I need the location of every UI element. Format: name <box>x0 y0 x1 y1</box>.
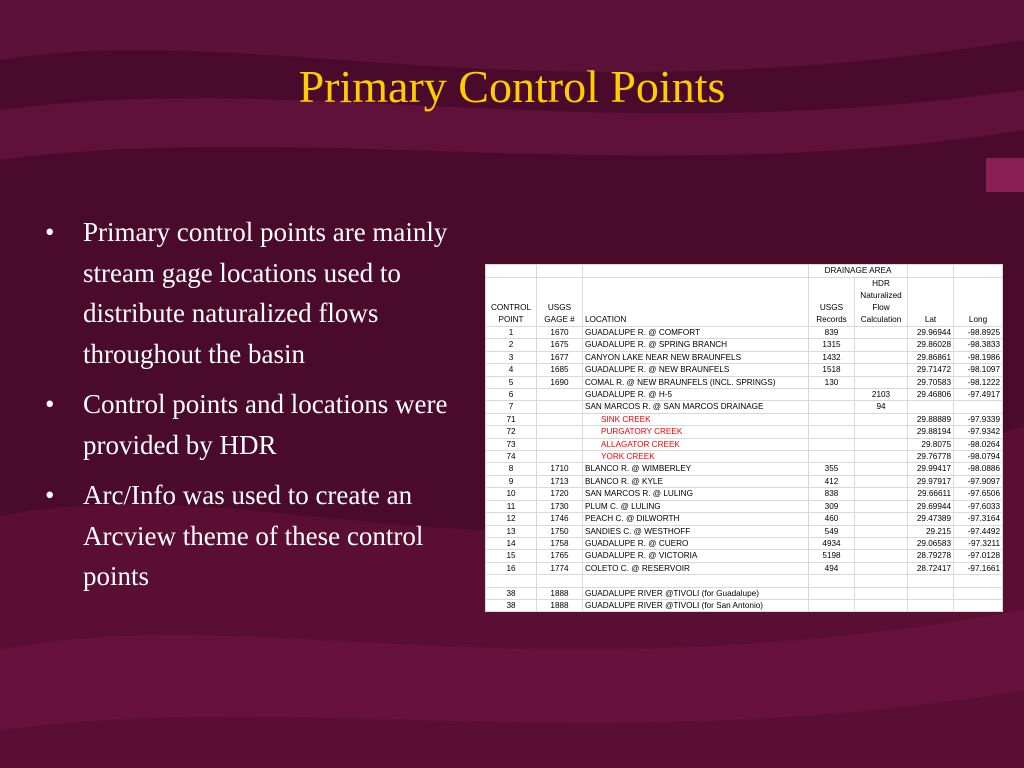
table-row <box>486 513 1003 525</box>
cell-control-point: 6 <box>486 389 537 401</box>
cell-lat: 29.47389 <box>908 513 954 525</box>
cell-usgs-records <box>809 599 855 611</box>
cell-control-point <box>486 575 537 587</box>
cell-usgs-gage: 1677 <box>537 351 583 363</box>
bullet-list <box>40 212 460 607</box>
cell-long: -97.9342 <box>954 426 1003 438</box>
cell-location: GUADALUPE R. @ COMFORT <box>583 327 809 339</box>
cell-usgs-records: 412 <box>809 475 855 487</box>
cell-location: COLETO C. @ RESERVOIR <box>583 562 809 574</box>
cell-hdr-flow <box>855 599 908 611</box>
cell-hdr-flow <box>855 525 908 537</box>
cell-long: -98.8925 <box>954 327 1003 339</box>
control-points-table-image <box>485 264 1002 612</box>
cell-usgs-records: 549 <box>809 525 855 537</box>
cell-long: -97.0128 <box>954 550 1003 562</box>
cell-hdr-flow <box>855 351 908 363</box>
cell-lat: 28.79278 <box>908 550 954 562</box>
cell-usgs-gage: 1720 <box>537 488 583 500</box>
cell-long: -97.6506 <box>954 488 1003 500</box>
cell-long: -97.3164 <box>954 513 1003 525</box>
cell-usgs-records: 4934 <box>809 537 855 549</box>
cell-usgs-records <box>809 401 855 413</box>
bullet-text: Control points and locations were provided by HDR <box>83 389 448 460</box>
cell-lat: 29.86028 <box>908 339 954 351</box>
cell-long <box>954 599 1003 611</box>
table-row <box>486 401 1003 413</box>
cell-usgs-records: 460 <box>809 513 855 525</box>
cell-usgs-records: 5198 <box>809 550 855 562</box>
cell-usgs-gage: 1746 <box>537 513 583 525</box>
cell-lat <box>908 587 954 599</box>
cell-usgs-gage <box>537 401 583 413</box>
cell-hdr-flow <box>855 376 908 388</box>
control-points-table <box>485 264 1003 612</box>
cell-long: -98.3833 <box>954 339 1003 351</box>
cell-lat: 29.70583 <box>908 376 954 388</box>
cell-usgs-gage <box>537 389 583 401</box>
cell-lat: 29.88889 <box>908 413 954 425</box>
cell-hdr-flow <box>855 513 908 525</box>
cell-location: BLANCO R. @ KYLE <box>583 475 809 487</box>
cell-hdr-flow <box>855 327 908 339</box>
cell-location: GUADALUPE R. @ H-5 <box>583 389 809 401</box>
bullet-marker: • <box>45 217 55 247</box>
cell-long: -98.1986 <box>954 351 1003 363</box>
table-row <box>486 438 1003 450</box>
cell-usgs-gage: 1713 <box>537 475 583 487</box>
cell-hdr-flow <box>855 475 908 487</box>
cell-location: COMAL R. @ NEW BRAUNFELS (INCL. SPRINGS) <box>583 376 809 388</box>
cell-location: BLANCO R. @ WIMBERLEY <box>583 463 809 475</box>
header-lat: Lat <box>908 278 954 327</box>
cell-location: SAN MARCOS R. @ SAN MARCOS DRAINAGE <box>583 401 809 413</box>
table-row <box>486 451 1003 463</box>
drainage-area-header: DRAINAGE AREA <box>809 265 908 278</box>
cell-control-point: 74 <box>486 451 537 463</box>
cell-usgs-gage: 1710 <box>537 463 583 475</box>
cell-usgs-records: 494 <box>809 562 855 574</box>
cell-usgs-records <box>809 438 855 450</box>
cell-control-point: 15 <box>486 550 537 562</box>
bullet-item <box>40 384 460 465</box>
cell-control-point: 4 <box>486 364 537 376</box>
table-row <box>486 413 1003 425</box>
cell-control-point: 71 <box>486 413 537 425</box>
bullet-text: Arc/Info was used to create an Arcview theme of these control points <box>83 480 424 591</box>
table-row <box>486 575 1003 587</box>
table-row <box>486 587 1003 599</box>
cell-hdr-flow <box>855 364 908 376</box>
cell-long: -98.1222 <box>954 376 1003 388</box>
cell-lat <box>908 599 954 611</box>
cell-usgs-gage <box>537 413 583 425</box>
bullet-marker: • <box>45 480 55 510</box>
cell-control-point: 73 <box>486 438 537 450</box>
cell-long: -97.9339 <box>954 413 1003 425</box>
bullet-marker: • <box>45 389 55 419</box>
cell-usgs-gage: 1690 <box>537 376 583 388</box>
cell-usgs-records: 130 <box>809 376 855 388</box>
cell-control-point: 38 <box>486 599 537 611</box>
cell-control-point: 9 <box>486 475 537 487</box>
cell-hdr-flow <box>855 438 908 450</box>
cell-usgs-gage <box>537 426 583 438</box>
cell-usgs-records <box>809 575 855 587</box>
table-row <box>486 327 1003 339</box>
slide-title: Primary Control Points <box>298 61 726 112</box>
cell-control-point: 12 <box>486 513 537 525</box>
cell-long: -98.0794 <box>954 451 1003 463</box>
cell-location: CANYON LAKE NEAR NEW BRAUNFELS <box>583 351 809 363</box>
table-row <box>486 463 1003 475</box>
cell-usgs-gage: 1774 <box>537 562 583 574</box>
cell-usgs-gage: 1670 <box>537 327 583 339</box>
cell-control-point: 10 <box>486 488 537 500</box>
table-row <box>486 550 1003 562</box>
cell-location: SANDIES C. @ WESTHOFF <box>583 525 809 537</box>
cell-usgs-gage <box>537 451 583 463</box>
cell-hdr-flow <box>855 587 908 599</box>
cell-hdr-flow: 2103 <box>855 389 908 401</box>
table-row <box>486 500 1003 512</box>
cell-lat: 29.96944 <box>908 327 954 339</box>
table-row <box>486 339 1003 351</box>
cell-control-point: 72 <box>486 426 537 438</box>
cell-usgs-gage: 1765 <box>537 550 583 562</box>
cell-usgs-records: 309 <box>809 500 855 512</box>
cell-location: GUADALUPE R. @ NEW BRAUNFELS <box>583 364 809 376</box>
cell-location: GUADALUPE RIVER @TIVOLI (for Guadalupe) <box>583 587 809 599</box>
cell-control-point: 13 <box>486 525 537 537</box>
cell-long: -98.1097 <box>954 364 1003 376</box>
cell-control-point: 5 <box>486 376 537 388</box>
cell-hdr-flow <box>855 451 908 463</box>
cell-long: -97.4492 <box>954 525 1003 537</box>
cell-lat: 28.72417 <box>908 562 954 574</box>
cell-location: YORK CREEK <box>583 451 809 463</box>
cell-location: SINK CREEK <box>583 413 809 425</box>
cell-control-point: 11 <box>486 500 537 512</box>
cell-usgs-gage: 1888 <box>537 599 583 611</box>
cell-lat <box>908 575 954 587</box>
header-usgs-records: USGS Records <box>809 278 855 327</box>
cell-control-point: 38 <box>486 587 537 599</box>
bullet-item <box>40 475 460 597</box>
cell-lat: 29.215 <box>908 525 954 537</box>
table-row <box>486 389 1003 401</box>
table-row <box>486 376 1003 388</box>
cell-hdr-flow <box>855 500 908 512</box>
cell-long: -97.4917 <box>954 389 1003 401</box>
cell-lat: 29.88194 <box>908 426 954 438</box>
table-row <box>486 475 1003 487</box>
cell-location <box>583 575 809 587</box>
cell-long: -97.3211 <box>954 537 1003 549</box>
table-row <box>486 537 1003 549</box>
cell-control-point: 2 <box>486 339 537 351</box>
cell-lat: 29.66611 <box>908 488 954 500</box>
cell-lat: 29.71472 <box>908 364 954 376</box>
cell-usgs-records: 355 <box>809 463 855 475</box>
cell-usgs-records: 838 <box>809 488 855 500</box>
cell-lat: 29.06583 <box>908 537 954 549</box>
header-location: LOCATION <box>583 278 809 327</box>
cell-location: GUADALUPE R. @ SPRING BRANCH <box>583 339 809 351</box>
cell-location: GUADALUPE R. @ CUERO <box>583 537 809 549</box>
cell-long: -98.0264 <box>954 438 1003 450</box>
cell-control-point: 16 <box>486 562 537 574</box>
cell-hdr-flow <box>855 413 908 425</box>
cell-usgs-records: 1315 <box>809 339 855 351</box>
cell-hdr-flow <box>855 426 908 438</box>
cell-usgs-gage: 1888 <box>537 587 583 599</box>
cell-long: -97.6033 <box>954 500 1003 512</box>
cell-usgs-records <box>809 587 855 599</box>
cell-lat: 29.8075 <box>908 438 954 450</box>
table-group-header-row <box>486 265 1003 278</box>
table-row <box>486 426 1003 438</box>
cell-lat: 29.97917 <box>908 475 954 487</box>
cell-usgs-gage: 1758 <box>537 537 583 549</box>
header-hdr-flow: HDR Naturalized Flow Calculation <box>855 278 908 327</box>
cell-usgs-gage: 1675 <box>537 339 583 351</box>
cell-lat <box>908 401 954 413</box>
cell-usgs-gage: 1730 <box>537 500 583 512</box>
cell-usgs-gage <box>537 575 583 587</box>
cell-usgs-records <box>809 413 855 425</box>
cell-usgs-gage: 1685 <box>537 364 583 376</box>
cell-location: PEACH C. @ DILWORTH <box>583 513 809 525</box>
table-row <box>486 525 1003 537</box>
cell-location: GUADALUPE RIVER @TIVOLI (for San Antonio) <box>583 599 809 611</box>
table-row <box>486 364 1003 376</box>
cell-location: PURGATORY CREEK <box>583 426 809 438</box>
cell-long: -97.1661 <box>954 562 1003 574</box>
cell-control-point: 1 <box>486 327 537 339</box>
table-header-row <box>486 278 1003 327</box>
cell-long <box>954 587 1003 599</box>
table-row <box>486 562 1003 574</box>
cell-lat: 29.69944 <box>908 500 954 512</box>
cell-long: -97.9097 <box>954 475 1003 487</box>
cell-hdr-flow <box>855 575 908 587</box>
cell-long <box>954 401 1003 413</box>
bullet-item <box>40 212 460 374</box>
cell-usgs-records: 1432 <box>809 351 855 363</box>
cell-location: ALLAGATOR CREEK <box>583 438 809 450</box>
cell-usgs-records: 839 <box>809 327 855 339</box>
header-control-point: CONTROL POINT <box>486 278 537 327</box>
cell-lat: 29.46806 <box>908 389 954 401</box>
cell-usgs-records <box>809 451 855 463</box>
cell-usgs-records <box>809 389 855 401</box>
cell-usgs-gage: 1750 <box>537 525 583 537</box>
cell-location: SAN MARCOS R. @ LULING <box>583 488 809 500</box>
cell-hdr-flow <box>855 537 908 549</box>
cell-hdr-flow <box>855 550 908 562</box>
cell-lat: 29.76778 <box>908 451 954 463</box>
table-row <box>486 488 1003 500</box>
cell-location: GUADALUPE R. @ VICTORIA <box>583 550 809 562</box>
cell-hdr-flow <box>855 488 908 500</box>
header-long: Long <box>954 278 1003 327</box>
cell-usgs-gage <box>537 438 583 450</box>
cell-hdr-flow <box>855 463 908 475</box>
cell-control-point: 14 <box>486 537 537 549</box>
cell-hdr-flow: 94 <box>855 401 908 413</box>
bullet-text: Primary control points are mainly stream gage locations used to distribute naturalized flows throughout the basin <box>83 217 448 369</box>
cell-hdr-flow <box>855 562 908 574</box>
cell-control-point: 8 <box>486 463 537 475</box>
cell-long: -98.0886 <box>954 463 1003 475</box>
cell-control-point: 7 <box>486 401 537 413</box>
cell-control-point: 3 <box>486 351 537 363</box>
cell-lat: 29.86861 <box>908 351 954 363</box>
cell-lat: 29.99417 <box>908 463 954 475</box>
cell-long <box>954 575 1003 587</box>
cell-usgs-records <box>809 426 855 438</box>
cell-hdr-flow <box>855 339 908 351</box>
header-usgs-gage: USGS GAGE # <box>537 278 583 327</box>
table-row <box>486 351 1003 363</box>
cell-location: PLUM C. @ LULING <box>583 500 809 512</box>
table-row <box>486 599 1003 611</box>
cell-usgs-records: 1518 <box>809 364 855 376</box>
